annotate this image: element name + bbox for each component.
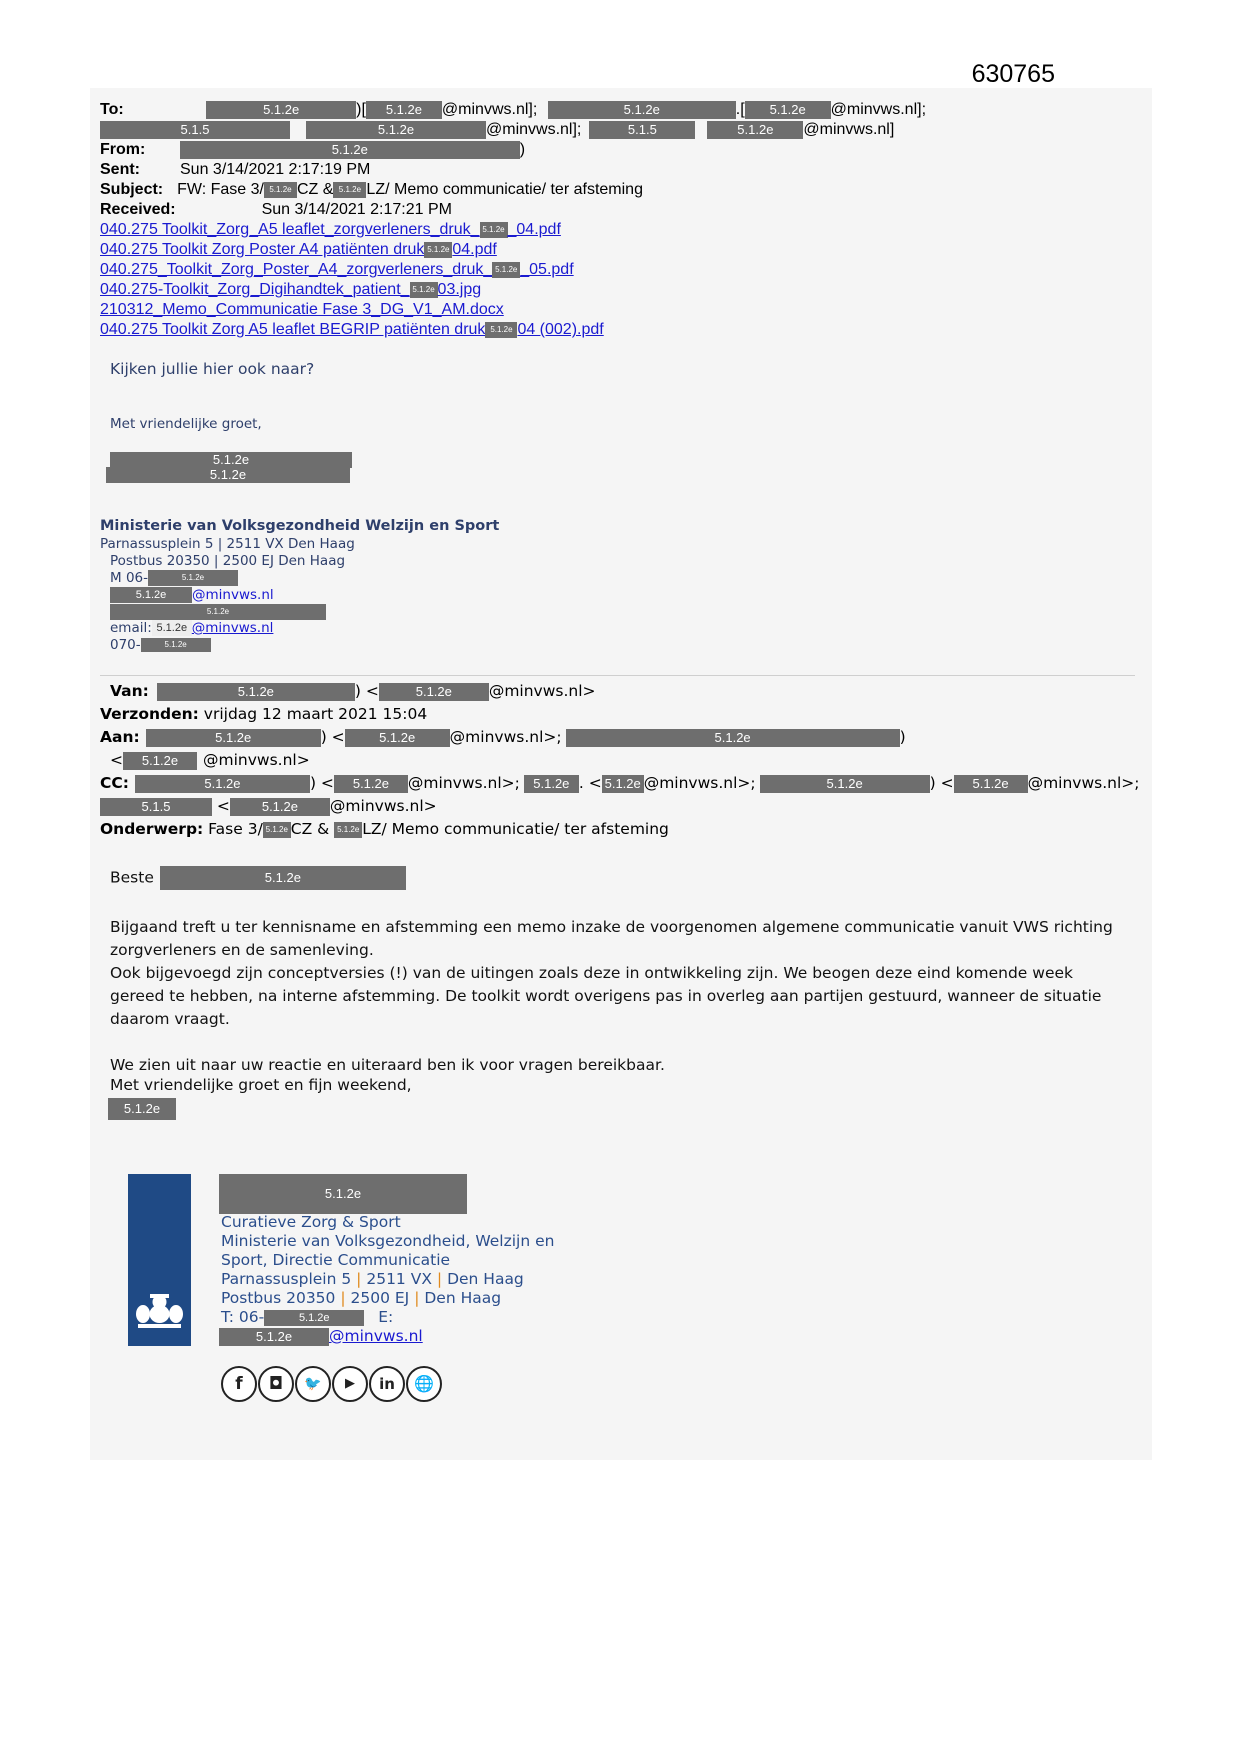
paragraph-2: Ook bijgevoegd zijn conceptversies (!) van de uitingen zoals deze in ontwikkeling zijn. We beogen deze eind komende week gereed te hebben, na interne afstemming. De toolkit wordt overigens pas in overleg aan partijen gestuurd, wanneer de situatie daarom vraagt. [110,964,1102,1028]
ministry-phone: 070- 5.1.2e [110,637,211,653]
attachment-link[interactable]: 040.275_Toolkit_Zorg_Poster_A4_zorgverleners_druk_ 5.1.2e _05.pdf [100,261,574,278]
salutation: Beste 5.1.2e [110,866,406,890]
redacted-sender: 5.1.2e [108,1098,176,1120]
dept-line-3: Sport, Directie Communicatie [221,1251,451,1269]
dept-line-1: Curatieve Zorg & Sport [221,1213,401,1231]
from-line: From: 5.1.2e ) [100,141,526,158]
attachment-link[interactable]: 040.275 Toolkit Zorg Poster A4 patiënten druk 5.1.2e 04.pdf [100,241,497,258]
ministry-mobile: M 06- 5.1.2e [110,570,238,586]
dept-email-link[interactable]: @minvws.nl [329,1327,423,1345]
to-label: To: [100,101,124,118]
van-line: Van: 5.1.2e ) < 5.1.2e @minvws.nl> [110,682,596,700]
linkedin-icon[interactable]: in [369,1366,405,1402]
redacted-name: 5.1.2e [110,452,352,468]
redaction: 5.1.2e [333,182,366,198]
redacted-line: 5.1.2e [110,604,326,620]
dept-phone: T: 06- 5.1.2e E: [221,1308,394,1326]
forward-greeting: Met vriendelijke groet, [110,416,262,432]
aan-line: Aan: 5.1.2e ) < 5.1.2e @minvws.nl>; 5.1.2e ) [100,728,906,746]
redaction: 5.1.2e [707,121,803,139]
received-line: Received: Sun 3/14/2021 2:17:21 PM [100,201,452,218]
to-line-2: 5.1.5 5.1.2e @minvws.nl]; 5.1.5 5.1.2e @minvws.nl] [100,120,894,140]
attachment-link[interactable]: 040.275 Toolkit_Zorg_A5 leaflet_zorgverleners_druk_ 5.1.2e _04.pdf [100,221,561,238]
ministry-name: Ministerie van Volksgezondheid Welzijn en Sport [100,518,500,534]
ministry-address: Parnassusplein 5 | 2511 VX Den Haag [100,536,355,552]
ministry-email-line: email: 5.1.2e @minvws.nl [110,620,274,636]
divider [100,675,1135,676]
redacted-title: 5.1.2e [106,467,350,483]
twitter-icon[interactable]: 🐦 [295,1366,331,1402]
redaction: 5.1.2e [548,101,736,119]
verzonden-line: Verzonden: vrijdag 12 maart 2021 15:04 [100,705,428,723]
facebook-icon[interactable]: f [221,1366,257,1402]
coat-of-arms-icon [128,1174,191,1346]
forward-question: Kijken jullie hier ook naar? [110,360,315,378]
aan-line-2: < 5.1.2e @minvws.nl> [110,751,310,769]
onderwerp-line: Onderwerp: Fase 3/ 5.1.2e CZ & 5.1.2e LZ/ Memo communicatie/ ter afsteming [100,820,669,838]
closing: Met vriendelijke groet en fijn weekend, [110,1076,412,1094]
sent-line: Sent: Sun 3/14/2021 2:17:19 PM [100,161,371,178]
redaction: 5.1.5 [589,121,695,139]
ministry-email: 5.1.2e @minvws.nl [110,587,274,603]
ministry-email-link[interactable]: @minvws.nl [191,620,274,636]
redaction: 5.1.2e [180,141,520,159]
cc-line: CC: 5.1.2e ) < 5.1.2e @minvws.nl>; 5.1.2e . < 5.1.2e @minvws.nl>; 5.1.2e ) < 5.1.2e @minvws.nl>; [100,774,1140,792]
attachment-link[interactable]: 210312_Memo_Communicatie Fase 3_DG_V1_AM.docx [100,301,504,318]
redaction: 5.1.5 [100,121,290,139]
ministry-postbus: Postbus 20350 | 2500 EJ Den Haag [110,553,346,569]
dept-postbus: Postbus 20350 | 2500 EJ | Den Haag [221,1289,502,1307]
subject-line: Subject: FW: Fase 3/ 5.1.2e CZ & 5.1.2e LZ/ Memo communicatie/ ter afsteming [100,181,643,198]
redaction: 5.1.2e [366,101,442,119]
rijksoverheid-logo [128,1174,191,1346]
to-line-1: To: 5.1.2e )[ 5.1.2e @minvws.nl]; 5.1.2e .[ 5.1.2e @minvws.nl]; [100,101,927,118]
redaction: 5.1.2e [206,101,356,119]
cc-line-2: 5.1.5 < 5.1.2e @minvws.nl> [100,796,437,817]
dept-email: 5.1.2e @minvws.nl [219,1327,423,1346]
web-icon[interactable]: 🌐 [406,1366,442,1402]
redaction: 5.1.2e [264,182,297,198]
paragraph-3: We zien uit naar uw reactie en uiteraard ben ik voor vragen bereikbaar. [110,1056,665,1074]
attachment-link[interactable]: 040.275 Toolkit Zorg A5 leaflet BEGRIP patiënten druk 5.1.2e 04 (002).pdf [100,321,604,338]
dept-address: Parnassusplein 5 | 2511 VX | Den Haag [221,1270,524,1288]
youtube-icon[interactable]: ▶ [332,1366,368,1402]
document-number: 630765 [971,60,1055,88]
attachment-link[interactable]: 040.275-Toolkit_Zorg_Digihandtek_patient_ 5.1.2e 03.jpg [100,281,482,298]
redacted-name: 5.1.2e [219,1174,467,1214]
paragraph-1: Bijgaand treft u ter kennisname en afstemming een memo inzake de voorgenomen algemene communicatie vanuit VWS richting zorgverleners en de samenleving. [110,918,1113,959]
redaction: 5.1.2e [745,101,831,119]
instagram-icon[interactable]: ◘ [258,1366,294,1402]
redaction: 5.1.2e [306,121,486,139]
dept-line-2: Ministerie van Volksgezondheid, Welzijn en [221,1232,555,1250]
